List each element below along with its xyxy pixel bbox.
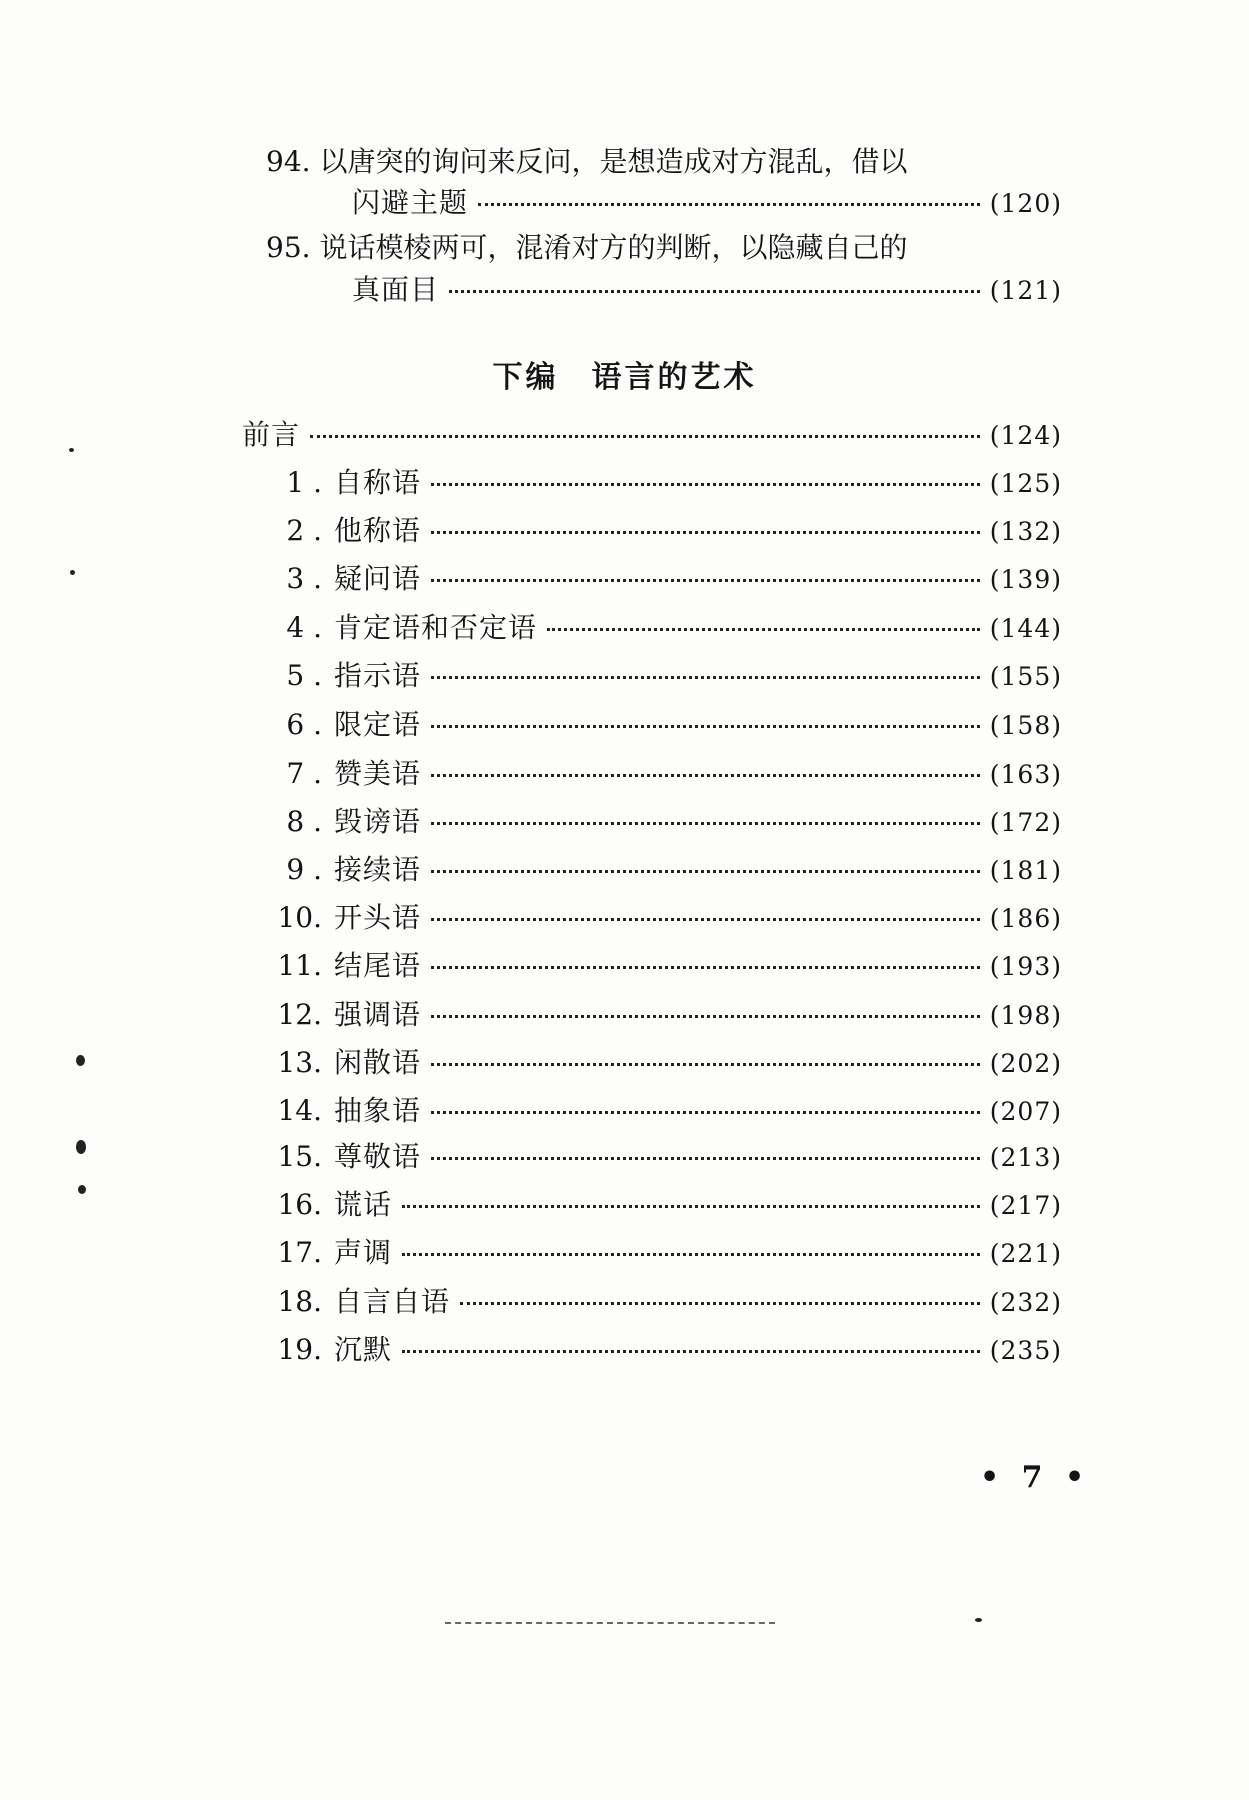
entry-page: (139) xyxy=(989,565,1062,594)
dot-leader xyxy=(431,1157,980,1160)
dot-leader xyxy=(431,774,980,777)
section-heading: 下编 语言的艺术 xyxy=(492,360,757,395)
toc-row xyxy=(270,995,1062,1036)
entry-94-line1 xyxy=(266,142,907,182)
entry-title: 毁谤语 xyxy=(334,805,422,838)
entry-title: 赞美语 xyxy=(334,757,422,790)
dot-leader xyxy=(402,1253,980,1256)
entry-95-line1 xyxy=(266,228,907,268)
entry-title: 肯定语和否定语 xyxy=(334,611,538,644)
dot-leader xyxy=(402,1205,980,1208)
dot-leader xyxy=(431,676,980,679)
dot-leader xyxy=(431,725,980,728)
entry-page: (198) xyxy=(989,1001,1062,1030)
entry-number: 12. xyxy=(277,998,322,1031)
entry-title: 自言自语 xyxy=(334,1285,451,1318)
entry-title: 自称语 xyxy=(334,466,422,499)
toc-row xyxy=(270,511,1062,552)
entry-page: (193) xyxy=(989,952,1062,981)
entry-title: 开头语 xyxy=(334,901,422,934)
entry-number: 7 . xyxy=(286,757,322,790)
scan-speck xyxy=(76,1055,85,1066)
toc-row xyxy=(270,1043,1062,1084)
entry-page: (213) xyxy=(989,1143,1062,1172)
entry-number: 8 . xyxy=(286,805,322,838)
entry-title: 尊敬语 xyxy=(334,1140,422,1173)
entry-page: (172) xyxy=(989,808,1062,837)
dot-leader xyxy=(431,483,980,486)
dot-leader xyxy=(431,918,980,921)
entry-page: (155) xyxy=(989,662,1062,691)
entry-number: 14. xyxy=(277,1094,322,1127)
entry-title: 限定语 xyxy=(334,708,422,741)
entry-title: 他称语 xyxy=(334,514,422,547)
entry-number: 6 . xyxy=(286,708,322,741)
toc-row xyxy=(270,850,1062,891)
entry-title: 指示语 xyxy=(334,659,422,692)
entry-title: 强调语 xyxy=(334,998,422,1031)
dot-leader xyxy=(478,203,980,206)
toc-row xyxy=(270,1185,1062,1226)
toc-row xyxy=(270,1233,1062,1274)
toc-row xyxy=(270,754,1062,795)
entry-title: 接续语 xyxy=(334,853,422,886)
entry-page: (181) xyxy=(989,856,1062,885)
entry-number: 11. xyxy=(277,949,322,982)
entry-number: 15. xyxy=(277,1140,322,1173)
entry-title: 结尾语 xyxy=(334,949,422,982)
toc-row xyxy=(270,1091,1062,1132)
dot-leader xyxy=(547,628,980,631)
entry-number: 4 . xyxy=(286,611,322,644)
scan-speck xyxy=(78,1185,86,1194)
entry-title: 沉默 xyxy=(334,1333,393,1366)
entry-page: (221) xyxy=(989,1239,1062,1268)
entry-94-line2 xyxy=(352,183,1062,224)
dot-leader xyxy=(460,1302,980,1305)
dot-leader xyxy=(402,1350,980,1353)
entry-number: 5 . xyxy=(286,659,322,692)
entry-page: (235) xyxy=(989,1336,1062,1365)
toc-row xyxy=(270,1330,1062,1371)
entry-number: 19. xyxy=(277,1333,322,1366)
entry-94-title-line2: 闪避主题 xyxy=(352,186,469,219)
entry-number: 18. xyxy=(277,1285,322,1318)
toc-row-preface xyxy=(242,415,1062,456)
page-number: • 7 • xyxy=(980,1460,1091,1495)
entry-94-number: 94. xyxy=(266,145,311,178)
entry-page: (186) xyxy=(989,904,1062,933)
toc-row xyxy=(270,802,1062,843)
dot-leader xyxy=(431,1015,980,1018)
scan-speck xyxy=(76,1140,86,1154)
toc-row xyxy=(270,656,1062,697)
dot-leader xyxy=(431,579,980,582)
entry-title: 抽象语 xyxy=(334,1094,422,1127)
entry-number: 9 . xyxy=(286,853,322,886)
scan-speck xyxy=(70,570,75,575)
entry-page: (232) xyxy=(989,1288,1062,1317)
dot-leader xyxy=(431,966,980,969)
entry-page: (144) xyxy=(989,614,1062,643)
toc-row xyxy=(270,705,1062,746)
entry-page: (158) xyxy=(989,711,1062,740)
entry-page: (217) xyxy=(989,1191,1062,1220)
entry-95-title-line1: 说话模棱两可，混淆对方的判断，以隐藏自己的 xyxy=(319,231,908,264)
entry-number: 17. xyxy=(277,1236,322,1269)
entry-number: 13. xyxy=(277,1046,322,1079)
entry-title: 闲散语 xyxy=(334,1046,422,1079)
entry-95-title-line2: 真面目 xyxy=(352,273,440,306)
toc-row xyxy=(270,608,1062,649)
entry-title: 疑问语 xyxy=(334,562,422,595)
dot-leader xyxy=(431,822,980,825)
entry-94-title-line1: 以唐突的询问来反问，是想造成对方混乱，借以 xyxy=(319,145,908,178)
entry-number: 2 . xyxy=(286,514,322,547)
toc-row xyxy=(270,463,1062,504)
entry-number: 3 . xyxy=(286,562,322,595)
preface-title: 前言 xyxy=(242,418,301,451)
scan-speck xyxy=(69,448,74,452)
toc-row xyxy=(270,1137,1062,1178)
entry-page: (163) xyxy=(989,760,1062,789)
entry-page: (132) xyxy=(989,517,1062,546)
entry-number: 10. xyxy=(277,901,322,934)
dot-leader xyxy=(310,435,980,438)
preface-page: (124) xyxy=(989,421,1062,450)
toc-row xyxy=(270,1282,1062,1323)
entry-95-number: 95. xyxy=(266,231,311,264)
toc-row xyxy=(270,559,1062,600)
dot-leader xyxy=(449,290,980,293)
entry-95-page: (121) xyxy=(989,276,1062,305)
dot-leader xyxy=(431,1063,980,1066)
entry-page: (207) xyxy=(989,1097,1062,1126)
scan-speck xyxy=(975,1618,982,1622)
entry-95-line2 xyxy=(352,270,1062,311)
entry-page: (125) xyxy=(989,469,1062,498)
entry-title: 声调 xyxy=(334,1236,393,1269)
entry-number: 1 . xyxy=(286,466,322,499)
toc-row xyxy=(270,946,1062,987)
dot-leader xyxy=(431,531,980,534)
entry-title: 谎话 xyxy=(334,1188,393,1221)
dot-leader xyxy=(431,870,980,873)
dot-leader xyxy=(431,1111,980,1114)
scan-rule-artifact xyxy=(445,1622,775,1624)
entry-94-page: (120) xyxy=(989,189,1062,218)
toc-row xyxy=(270,898,1062,939)
entry-number: 16. xyxy=(277,1188,322,1221)
entry-page: (202) xyxy=(989,1049,1062,1078)
